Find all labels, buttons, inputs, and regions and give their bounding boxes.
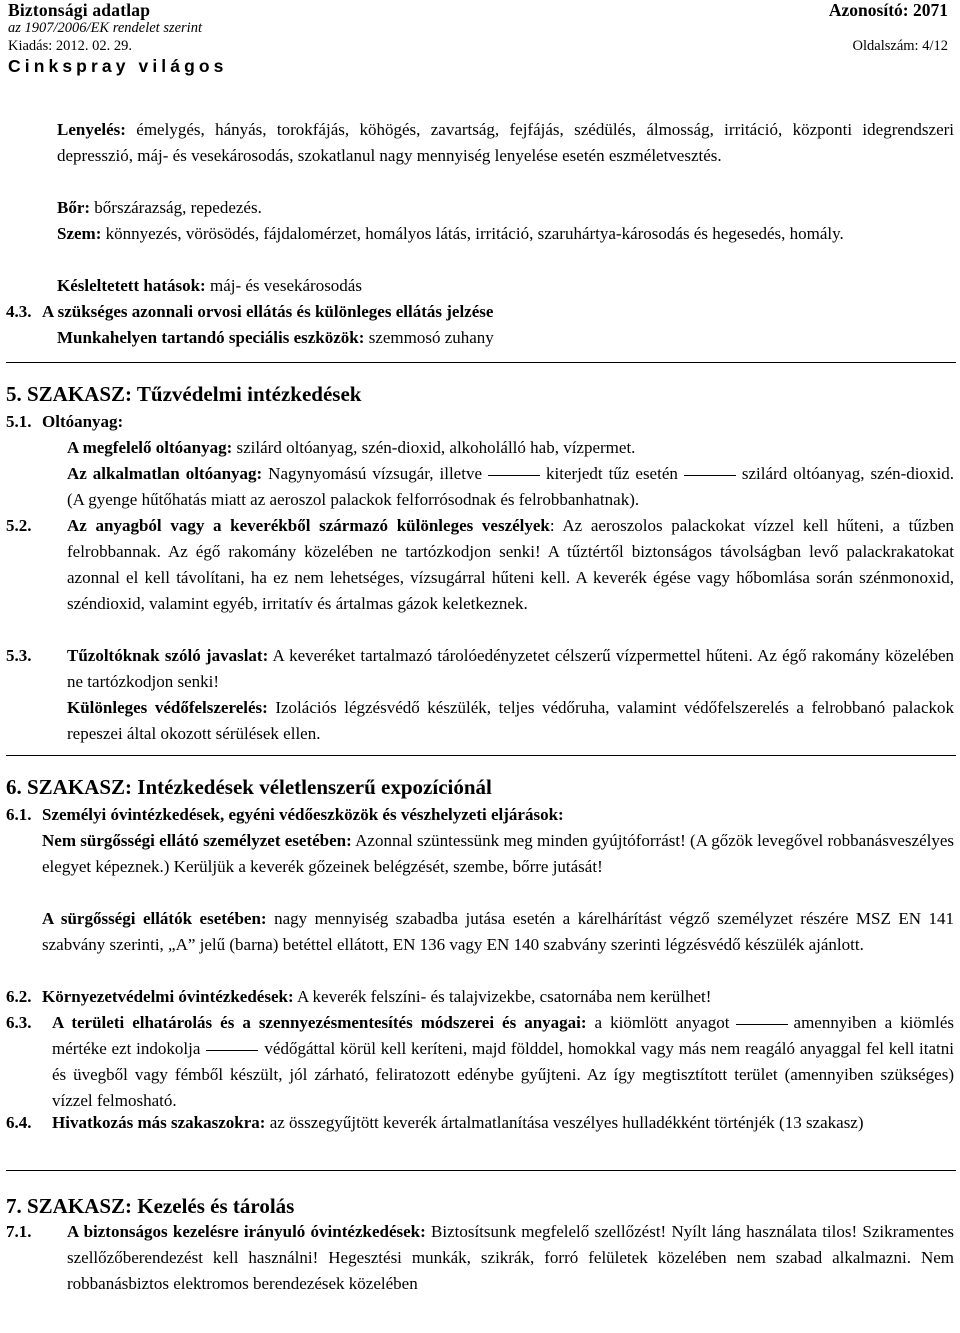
page-number: Oldalszám: 4/12 xyxy=(852,38,948,54)
subsection-6-3-number: 6.3. xyxy=(6,1013,32,1032)
subsection-4-3-title: A szükséges azonnali orvosi ellátás és különleges ellátás jelzése xyxy=(42,302,494,321)
unsuitable-text-c: szilárd oltóanyag, szén-dioxid. (A gyenge hűtőhatás miatt az aeroszol palackok felforrósodnak és felrobbanhatnak). xyxy=(67,464,955,509)
emergency-responders-text: nagy mennyiség szabadba jutása esetén a kárelhárítást végző személyzet részére MSZ EN 141 szabvány szerinti, „A” jelű (barna) betéttel ellátott, EN 136 vagy EN 140 szabvány szerinti légzésvédő készülék ajánlott. xyxy=(42,909,954,954)
em-dash xyxy=(206,1050,258,1051)
subsection-6-2-title: Környezetvédelmi óvintézkedések: xyxy=(42,987,294,1006)
delayed-effects-label: Késleltetett hatások: xyxy=(57,276,206,295)
unsuitable-extinguisher-label: Az alkalmatlan oltóanyag: xyxy=(67,464,263,483)
eye-paragraph xyxy=(57,221,954,247)
subsection-5-1-title: Oltóanyag: xyxy=(42,412,124,431)
subsection-6-1-title: Személyi óvintézkedések, egyéni védőeszközök és vészhelyzeti eljárások: xyxy=(42,805,564,824)
subsection-6-4-text: az összegyűjtött keverék ártalmatlanítása veszélyes hulladékként történjék (13 szakasz) xyxy=(265,1113,864,1132)
subsection-6-3-paragraph xyxy=(52,1010,954,1114)
non-emergency-text: Azonnal szüntessünk meg minden gyújtóforrást! (A gőzök levegővel robbanásveszélyes elegyet képeznek.) Kerüljük a keverék gőzeinek belégzését, szembe, bőrre jutását! xyxy=(42,831,954,876)
subsection-6-3-text-a: a kiömlött anyagot xyxy=(586,1013,730,1032)
subsection-6-2-number: 6.2. xyxy=(6,987,32,1006)
subsection-7-1-paragraph xyxy=(67,1219,954,1297)
skin-text: bőrszárazság, repedezés. xyxy=(90,198,262,217)
ingestion-label: Lenyelés: xyxy=(57,120,126,139)
non-emergency-paragraph xyxy=(42,828,954,880)
subsection-6-4-paragraph xyxy=(52,1110,954,1136)
skin-label: Bőr: xyxy=(57,198,91,217)
subsection-7-1-title: A biztonságos kezelésre irányuló óvintézkedések: xyxy=(67,1222,426,1241)
subsection-6-3-text-b: amennyiben a kiömlés mértéke ezt indokolja xyxy=(52,1013,954,1058)
section-5-heading: 5. SZAKASZ: Tűzvédelmi intézkedések xyxy=(6,382,362,406)
workplace-equipment-text: szemmosó zuhany xyxy=(364,328,494,347)
workplace-equipment-paragraph xyxy=(57,325,954,351)
section-divider xyxy=(6,362,956,363)
suitable-extinguisher-text: szilárd oltóanyag, szén-dioxid, alkoholálló hab, vízpermet. xyxy=(232,438,636,457)
subsection-5-2-number: 5.2. xyxy=(6,516,32,535)
unsuitable-text-b: kiterjedt tűz esetén xyxy=(546,464,678,483)
subsection-5-2-title: Az anyagból vagy a keverékből származó különleges veszélyek xyxy=(67,516,550,535)
delayed-effects-text: máj- és vesekárosodás xyxy=(205,276,362,295)
section-divider xyxy=(6,755,956,756)
subsection-5-3-number: 5.3. xyxy=(6,646,32,665)
delayed-effects-paragraph xyxy=(57,273,954,299)
unsuitable-text-a: Nagynyomású vízsugár, illetve xyxy=(262,464,483,483)
subsection-6-2-text: A keverék felszíni- és talajvizekbe, csatornába nem kerülhet! xyxy=(293,987,712,1006)
workplace-equipment-label: Munkahelyen tartandó speciális eszközök: xyxy=(57,328,365,347)
product-name: Cinkspray világos xyxy=(8,56,228,76)
unsuitable-extinguisher-paragraph xyxy=(67,461,954,513)
non-emergency-label: Nem sürgősségi ellátó személyzet esetében: xyxy=(42,831,352,850)
eye-text: könnyezés, vörösödés, fájdalomérzet, homályos látás, irritáció, szaruhártya-károsodás és hegesedés, homály. xyxy=(101,224,844,243)
protective-equipment-text: Izolációs légzésvédő készülék, teljes védőruha, valamint védőfelszerelés a felrobbanó palackok repeszei által okozott sérülések ellen. xyxy=(67,698,954,743)
subsection-6-3-title: A területi elhatárolás és a szennyezésmentesítés módszerei és anyagai: xyxy=(52,1013,587,1032)
ingestion-paragraph xyxy=(57,117,954,169)
section-6-heading: 6. SZAKASZ: Intézkedések véletlenszerű expozíciónál xyxy=(6,775,492,799)
emergency-responders-paragraph xyxy=(42,906,954,958)
subsection-5-3-text: A keveréket tartalmazó tárolóedényzetet célszerű vízpermettel hűteni. Az égő rakomány közelében ne tartózkodjon senki! xyxy=(67,646,954,691)
subsection-5-2-paragraph xyxy=(67,513,954,617)
suitable-extinguisher-paragraph xyxy=(67,435,954,461)
protective-equipment-paragraph xyxy=(67,695,954,747)
subsection-5-2-text: : Az aeroszolos palackokat vízzel kell hűteni, a tűzben felrobbannak. Az égő rakomány közelében ne tartózkodjon senki! A tűztértől biztonságos távolságban levő palackrakatokat azonnal el kell távolítani, ha ez nem lehetséges, vízsugárral hűteni kell. A keverék égése vagy hőbomlása során szénmonoxid, széndioxid, valamint egyéb, irritatív és ártalmas gázok keletkeznek. xyxy=(67,516,954,613)
section-7-heading: 7. SZAKASZ: Kezelés és tárolás xyxy=(6,1194,295,1218)
issue-date: Kiadás: 2012. 02. 29. xyxy=(8,38,133,54)
page-header xyxy=(8,0,948,77)
subsection-5-3-paragraph xyxy=(67,643,954,695)
eye-label: Szem: xyxy=(57,224,102,243)
subsection-7-1-text: Biztosítsunk megfelelő szellőzést! Nyílt láng használata tilos! Szikramentes szellőzőberendezést kell használni! Hegesztési munkák, szikrák, forró felületek közelében nem szabad alkalmazni. Nem robbanásbiztos elektromos berendezések közelében xyxy=(67,1222,954,1293)
em-dash xyxy=(684,475,736,476)
subsection-6-3-text-c: védőgáttal körül kell keríteni, majd földdel, homokkal vagy más nem reagáló anyaggal fel kell itatni és üvegből vagy fémből készült, jól zárható, feliratozott edénybe gyűjteni. Az így megtisztított terület (amennyiben szükséges) vízzel felmosható. xyxy=(52,1039,954,1110)
suitable-extinguisher-label: A megfelelő oltóanyag: xyxy=(67,438,233,457)
regulation-reference: az 1907/2006/EK rendelet szerint xyxy=(8,20,202,36)
em-dash xyxy=(736,1024,788,1025)
skin-paragraph xyxy=(57,195,954,221)
subsection-6-4-title: Hivatkozás más szakaszokra: xyxy=(52,1113,266,1132)
em-dash xyxy=(488,475,540,476)
subsection-7-1-number: 7.1. xyxy=(6,1222,32,1241)
subsection-6-4-number: 6.4. xyxy=(6,1113,32,1132)
section-divider xyxy=(6,1170,956,1171)
subsection-5-3-title: Tűzoltóknak szóló javaslat: xyxy=(67,646,269,665)
ingestion-text: émelygés, hányás, torokfájás, köhögés, zavartság, fejfájás, szédülés, álmosság, irritáció, központi idegrendszeri depresszió, máj- és vesekárosodás, szokatlanul nagy mennyiség lenyelése esetén eszméletvesztés. xyxy=(57,120,954,165)
subsection-6-1-number: 6.1. xyxy=(6,805,32,824)
subsection-6-2-paragraph xyxy=(42,984,954,1010)
subsection-5-1-number: 5.1. xyxy=(6,412,32,431)
subsection-4-3-number: 4.3. xyxy=(6,302,32,321)
protective-equipment-label: Különleges védőfelszerelés: xyxy=(67,698,268,717)
document-title: Biztonsági adatlap xyxy=(8,0,151,20)
emergency-responders-label: A sürgősségi ellátók esetében: xyxy=(42,909,267,928)
document-identifier: Azonosító: 2071 xyxy=(828,0,948,20)
